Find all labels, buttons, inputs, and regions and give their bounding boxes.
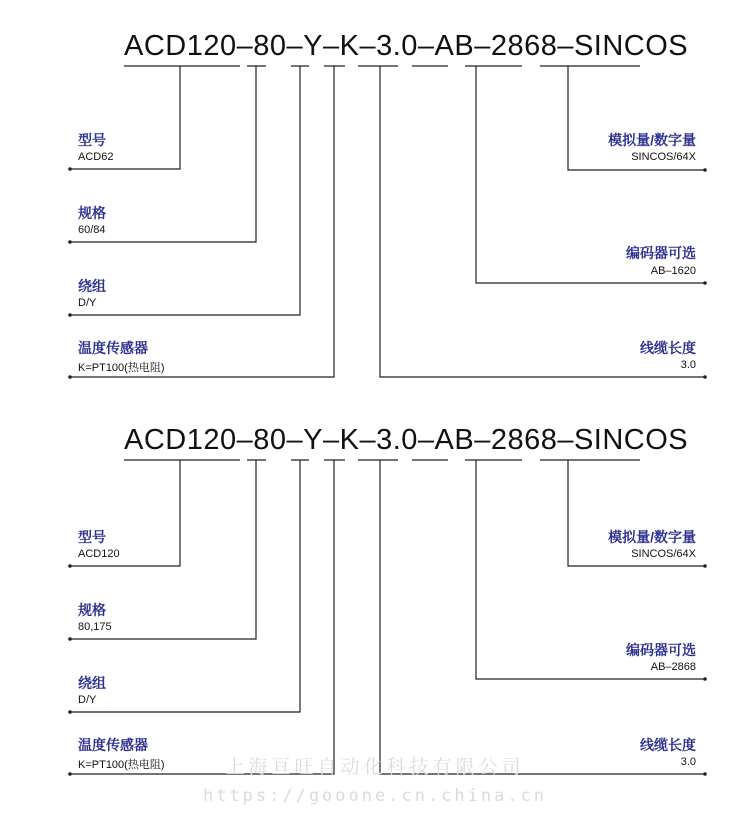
encoder-value-top: AB–1620 xyxy=(650,265,696,277)
cable-value-bottom: 3.0 xyxy=(680,756,696,768)
cable-label-bottom: 线缆长度 xyxy=(640,737,696,753)
signal-label-top: 模拟量/数字量 xyxy=(608,132,696,148)
signal-label-bottom: 模拟量/数字量 xyxy=(608,529,696,545)
spec-value-bottom: 80,175 xyxy=(78,621,112,633)
model-value-top: ACD62 xyxy=(78,151,114,163)
winding-label-bottom: 绕组 xyxy=(78,675,106,691)
encoder-value-bottom: AB–2868 xyxy=(650,661,696,673)
signal-value-bottom: SINCOS/64X xyxy=(631,548,696,560)
encoder-label-top: 编码器可选 xyxy=(626,245,696,261)
encoder-label-bottom: 编码器可选 xyxy=(626,642,696,658)
spec-label-bottom: 规格 xyxy=(78,602,106,618)
model-value-bottom: ACD120 xyxy=(78,548,120,560)
signal-value-top: SINCOS/64X xyxy=(631,151,696,163)
winding-value-bottom: D/Y xyxy=(78,694,97,706)
model-code-top: ACD120–80–Y–K–3.0–AB–2868–SINCOS xyxy=(124,30,689,62)
sensor-value-top: K=PT100(热电阻) xyxy=(78,362,165,374)
cable-label-top: 线缆长度 xyxy=(640,340,696,356)
model-label-bottom: 型号 xyxy=(78,529,106,545)
spec-value-top: 60/84 xyxy=(78,224,106,236)
sensor-value-bottom: K=PT100(热电阻) xyxy=(78,759,165,771)
spec-label-top: 规格 xyxy=(78,205,106,221)
winding-value-top: D/Y xyxy=(78,297,97,309)
watermark-url: https://gooone.cn.china.cn xyxy=(202,786,548,806)
sensor-label-bottom: 温度传感器 xyxy=(78,737,148,753)
winding-label-top: 绕组 xyxy=(78,278,106,294)
model-code-bottom: ACD120–80–Y–K–3.0–AB–2868–SINCOS xyxy=(124,424,689,456)
cable-value-top: 3.0 xyxy=(680,359,696,371)
watermark-company: 上海亘旺自动化科技有限公司 xyxy=(225,756,525,778)
sensor-label-top: 温度传感器 xyxy=(78,340,148,356)
model-label-top: 型号 xyxy=(78,132,106,148)
